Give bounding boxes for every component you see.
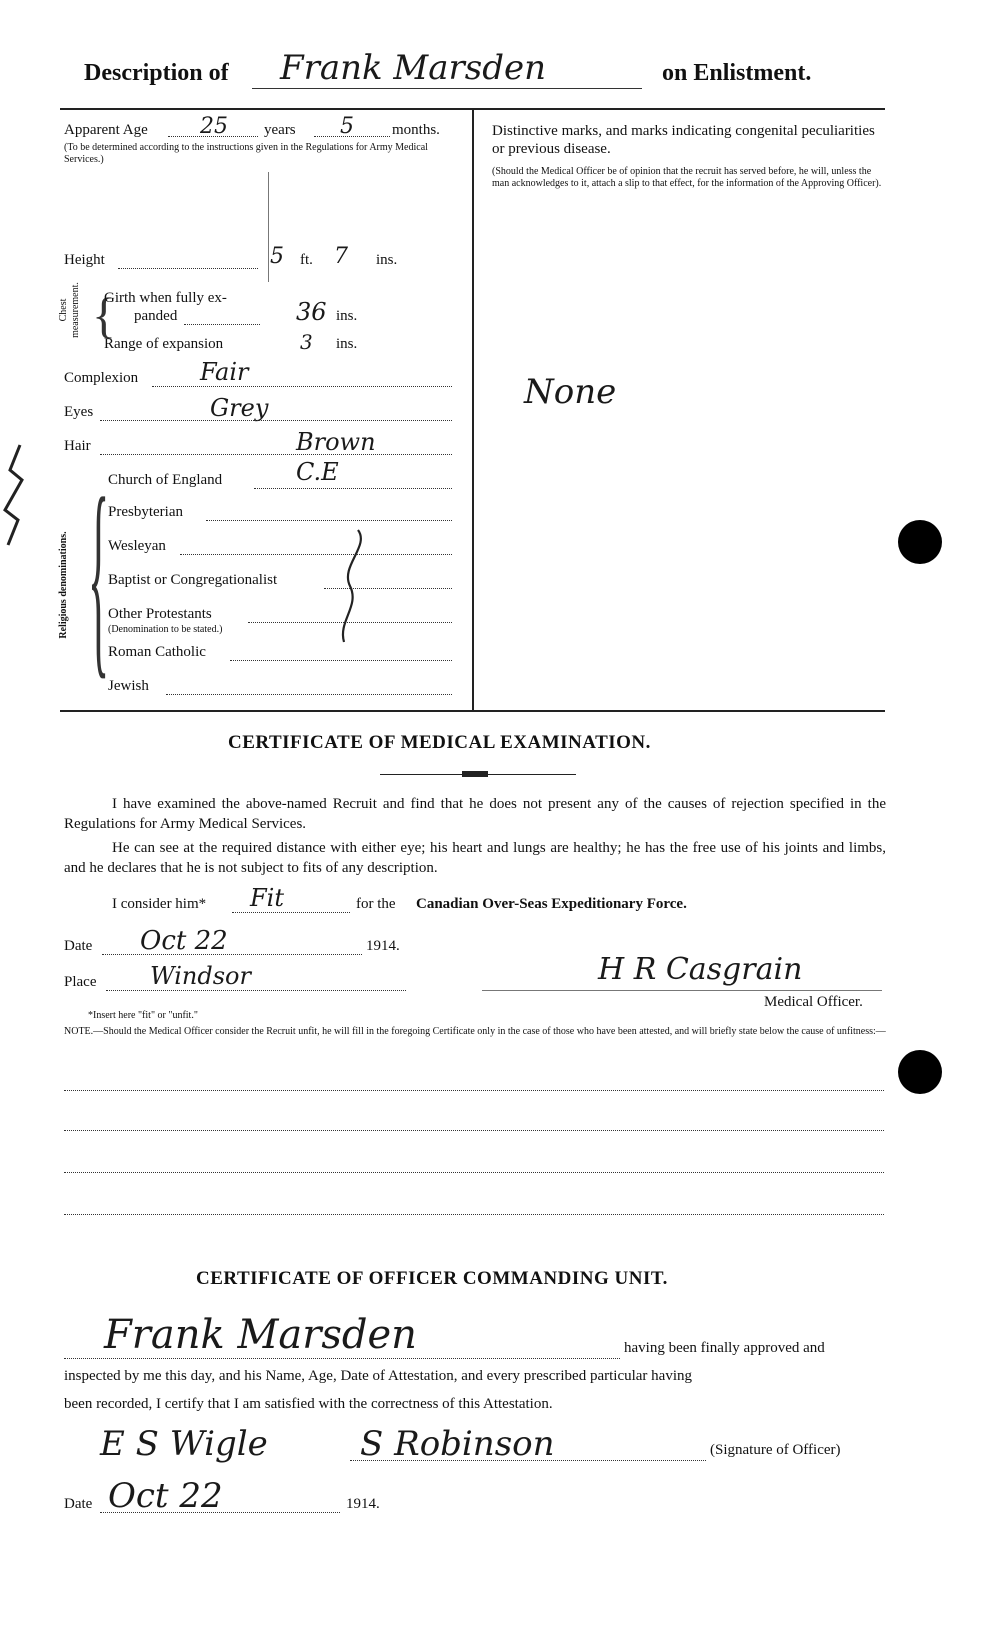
enlistee-name: Frank Marsden [280, 48, 546, 88]
height-line [118, 268, 258, 269]
distinctive-marks-label: Distinctive marks, and marks indicating congenital peculiarities or previous disease. [492, 123, 875, 157]
officer-date-value: Oct 22 [108, 1476, 223, 1516]
girth-ins-label: ins. [336, 308, 358, 324]
officer-name-line [64, 1358, 620, 1359]
date-label: Date [64, 938, 93, 954]
officer-signature-line [350, 1460, 706, 1461]
date-year: 1914. [366, 938, 400, 954]
officer-signature-1: E S Wigle [100, 1424, 268, 1464]
age-years-line [168, 136, 258, 137]
age-months-line [314, 136, 390, 137]
religion-brace: { [88, 453, 110, 697]
medical-title-rule-mark [462, 771, 488, 777]
date-value: Oct 22 [140, 926, 228, 956]
church-line [254, 488, 452, 489]
distinctive-marks-note: (Should the Medical Officer be of opinion that the recruit has served before, he will, unless the man acknowledges to it, attach a slip to that effect, for the information of the Approving Officer). [492, 166, 882, 189]
range-value: 3 [300, 330, 313, 354]
officer-text-2: inspected by me this day, and his Name, Age, Date of Attestation, and every prescribed particular having [64, 1368, 693, 1384]
officer-certificate-title: CERTIFICATE OF OFFICER COMMANDING UNIT. [196, 1268, 668, 1289]
eyes-value: Grey [210, 394, 269, 422]
consider-value: Fit [250, 884, 284, 912]
officer-text-3: been recorded, I certify that I am satisfied with the correctness of this Attestation. [64, 1396, 553, 1412]
header-description-of: Description of [84, 60, 229, 86]
girth-label-1: Girth when fully ex- [104, 290, 227, 306]
complexion-line [152, 386, 452, 387]
eyes-label: Eyes [64, 404, 94, 420]
baptist-label: Baptist or Congregationalist [108, 572, 278, 588]
years-label: years [264, 122, 296, 138]
girth-line [184, 324, 260, 325]
distinctive-marks-value: None [524, 372, 617, 412]
wesleyan-label: Wesleyan [108, 538, 166, 554]
officer-text-1: having been finally approved and [624, 1340, 825, 1356]
presbyterian-line [206, 520, 452, 521]
height-ft-value: 5 [270, 244, 284, 269]
name-line [252, 88, 642, 89]
ft-label: ft. [300, 252, 313, 268]
complexion-value: Fair [200, 358, 249, 386]
church-of-england-label: Church of England [108, 472, 223, 488]
place-label: Place [64, 974, 97, 990]
religion-strike-mark [330, 526, 370, 646]
medical-paragraph-2: He can see at the required distance with either eye; his heart and lungs are healthy; he has the free use of his joints and limbs, and he declares that he is not subject to fits of any description. [64, 840, 886, 876]
consider-label: I consider him* [112, 896, 207, 912]
eyes-line [100, 420, 452, 421]
binder-hole-top [898, 520, 942, 564]
officer-date-line [100, 1512, 340, 1513]
unfit-line-2 [64, 1130, 884, 1131]
unfit-line-1 [64, 1090, 884, 1091]
medical-signature-line [482, 990, 882, 991]
medical-officer-label: Medical Officer. [764, 994, 863, 1010]
hair-line [100, 454, 452, 455]
medical-paragraph-1: I have examined the above-named Recruit and find that he does not present any of the causes of rejection specified in the Regulations for Army Medical Services. [64, 796, 886, 832]
height-in-value: 7 [334, 244, 348, 269]
girth-label-2: panded [134, 308, 178, 324]
officer-date-year: 1914. [346, 1496, 380, 1512]
complexion-label: Complexion [64, 370, 139, 386]
roman-catholic-label: Roman Catholic [108, 644, 206, 660]
place-value: Windsor [150, 962, 251, 990]
range-ins-label: ins. [336, 336, 358, 352]
officer-date-label: Date [64, 1496, 93, 1512]
chest-measurement-label: Chest measurement. [58, 282, 81, 338]
binder-hole-bottom [898, 1050, 942, 1094]
left-rule-a [268, 172, 269, 282]
column-divider [472, 110, 474, 712]
unfit-line-3 [64, 1172, 884, 1173]
section-rule [60, 710, 885, 712]
apparent-age-label: Apparent Age [64, 122, 148, 138]
chest-brace: { [92, 287, 116, 343]
church-value: C.E [296, 458, 339, 486]
for-the-label: for the [356, 896, 396, 912]
ins-label: ins. [376, 252, 398, 268]
officer-recruit-name: Frank Marsden [104, 1312, 417, 1358]
presbyterian-label: Presbyterian [108, 504, 183, 520]
torn-edge-mark [0, 440, 40, 550]
religious-denominations-label: Religious denominations. [58, 531, 69, 639]
other-note: (Denomination to be stated.) [108, 624, 223, 635]
medical-note: NOTE.—Should the Medical Officer consider the Recruit unfit, he will fill in the foregoing Certificate only in the case of those who have been attested, and will briefly state below the cause of unfitness:— [64, 1026, 886, 1037]
girth-value: 36 [296, 298, 327, 326]
range-label: Range of expansion [104, 336, 224, 352]
insert-fit-note: *Insert here "fit" or "unfit." [88, 1010, 198, 1021]
other-protestants-label: Other Protestants [108, 606, 212, 622]
age-note: (To be determined according to the instructions given in the Regulations for Army Medical Services.) [64, 142, 428, 165]
consider-line [232, 912, 350, 913]
medical-officer-signature: H R Casgrain [598, 952, 803, 987]
jewish-label: Jewish [108, 678, 149, 694]
medical-certificate-title: CERTIFICATE OF MEDICAL EXAMINATION. [228, 732, 651, 753]
unfit-line-4 [64, 1214, 884, 1215]
jewish-line [166, 694, 452, 695]
force-name: Canadian Over-Seas Expeditionary Force. [416, 896, 687, 912]
officer-signature-2: S Robinson [360, 1424, 555, 1464]
header-on-enlistment: on Enlistment. [662, 60, 812, 86]
roman-line [230, 660, 452, 661]
age-months-value: 5 [340, 114, 354, 139]
height-label: Height [64, 252, 105, 268]
date-line [102, 954, 362, 955]
hair-value: Brown [296, 428, 376, 456]
wesleyan-line [180, 554, 452, 555]
place-line [106, 990, 406, 991]
signature-of-officer-label: (Signature of Officer) [710, 1442, 841, 1458]
months-label: months. [392, 122, 440, 138]
hair-label: Hair [64, 438, 91, 454]
age-years-value: 25 [200, 114, 228, 139]
